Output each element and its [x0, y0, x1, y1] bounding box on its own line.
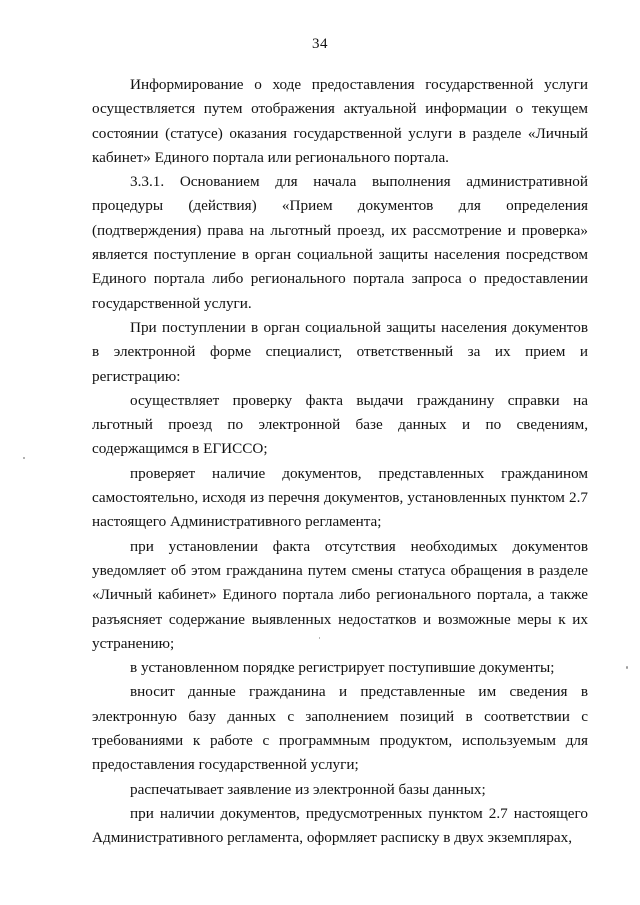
- paragraph-verify-certificate: осуществляет проверку факта выдачи гражданину справки на льготный проезд по электронной базе данных и по сведениям, содержащимся в ЕГИССО;: [92, 391, 588, 458]
- paragraph-register-documents: в установленном порядке регистрирует поступившие документы;: [130, 659, 555, 677]
- paragraph-specialist-duties: При поступлении в орган социальной защиты населения документов в электронной форме специалист, ответственный за их прием и регистрацию:: [92, 318, 588, 385]
- document-body: [92, 73, 588, 851]
- paragraph-print-application: распечатывает заявление из электронной базы данных;: [130, 780, 486, 798]
- paragraph-3-3-1: 3.3.1. Основанием для начала выполнения административной процедуры (действия) «Прием документов для определения (подтверждения) права на льготный проезд, их рассмотрение и проверка» является поступление в орган социальной защиты населения посредством Единого портала либо регионального портала запроса о предоставлении государственной услуги.: [92, 173, 588, 312]
- scan-speck: [626, 666, 628, 669]
- page-number: 34: [312, 36, 328, 52]
- paragraph-issue-receipt: при наличии документов, предусмотренных пунктом 2.7 настоящего Административного регламента, оформляет расписку в двух экземплярах,: [92, 804, 588, 847]
- paragraph-missing-documents: при установлении факта отсутствия необходимых документов уведомляет об этом гражданина путем смены статуса обращения в разделе «Личный кабинет» Единого портала либо регионального портала, а также разъясняет содержание выявленных недостатков и возможные меры к их устранению;: [92, 537, 588, 652]
- paragraph-enter-data: вносит данные гражданина и представленные им сведения в электронную базу данных с заполнением позиций в соответствии с требованиями к работе с программным продуктом, используемым для предоставления государственной услуги;: [92, 683, 588, 774]
- scan-speck: [319, 637, 320, 639]
- paragraph-check-documents: проверяет наличие документов, представленных гражданином самостоятельно, исходя из перечня документов, установленных пунктом 2.7 настоящего Административного регламента;: [92, 464, 588, 531]
- scan-speck: [23, 457, 25, 459]
- paragraph-status-informing: Информирование о ходе предоставления государственной услуги осуществляется путем отображения актуальной информации о текущем состоянии (статусе) оказания государственной услуги в разделе «Личный кабинет» Единого портала или регионального портала.: [92, 76, 588, 166]
